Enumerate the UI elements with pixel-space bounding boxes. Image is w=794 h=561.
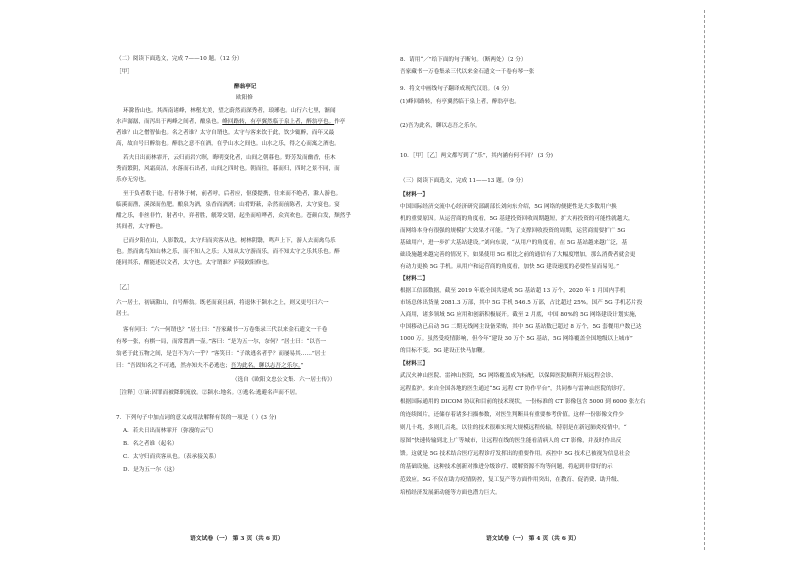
q9-item-2: (2)吾为此名，聊以志吾之乐尔。 xyxy=(400,123,481,129)
para1-line2: 水声潺潺，而泻出于两峰之间者，酿泉也。峰回路转，有亭翼然临于泉上者，醉翁亭也。作亭 xyxy=(116,119,346,125)
question-9: 9．将文中画线句子翻译成现代汉语。（4 分） xyxy=(400,86,513,92)
para3-line2: 临溪而渔，溪深而鱼肥。酿泉为酒，泉香而酒洌；山肴野蔌，杂然而前陈者，太守宴也。宴 xyxy=(116,202,340,208)
m3-line7: 馈。这就是 5G 技术结合医疗远程诊疗发挥出的重要作用。疾控中 5G 技术已被视为信息社会 xyxy=(400,451,631,457)
m1-line5: 础设施越来越完善的情况下，如果使用 5G 相比之前的通信有了大幅度增加，那么消费者就会更 xyxy=(400,252,636,258)
m3-line10: 培植经济发展新动能等方面也潜力巨大。 xyxy=(400,490,501,496)
part-a-label: ［甲］ xyxy=(116,69,133,75)
left-page-footer: 语文试卷（一） 第 3 页（共 6 页） xyxy=(190,536,284,542)
right-page xyxy=(388,0,698,561)
q7-option-d: D．是为五一尔（这） xyxy=(123,467,178,473)
section-3-heading: （三）阅读下面选文，完成 11——13 题。（9 分） xyxy=(400,178,527,184)
question-10: 10．［甲］［乙］两文都写到了“乐”，其内涵有何不同？ (3 分) xyxy=(400,153,553,159)
para5-line1: 六一居士，初谪滁山，自号醉翁。既老而衰且病，将退休于颍水之上，则又更号曰六一 xyxy=(116,300,329,306)
annotation-notes: ［注释］①谪:因罪而被降职流放。②颍水:地名。③逃名:逃避名声而不居。 xyxy=(116,390,301,396)
binding-margin-line xyxy=(704,10,705,550)
essay-author: 欧阳修 xyxy=(236,95,253,101)
m3-line6: 原图”快速传输到北上广等城市，让远程在线的医生能看清病人的 CT 影像，并及时作出反 xyxy=(400,438,622,444)
m2-line4: 中国移动已启动 5G 二期无线网主设备采购，其中 5G 基站数已超过 8 万个，5G 套餐用户数已达 xyxy=(400,324,642,330)
para1-line1: 环滁皆山也。其西南诸峰，林壑尤美，望之蔚然而深秀者，琅琊也。山行六七里，渐闻 xyxy=(123,108,336,114)
para1-line3: 者谁？山之僧智仙也。名之者谁？太守自谓也。太守与客来饮于此，饮少辄醉，而年又最 xyxy=(116,130,335,136)
essay-title: 醉翁亭记 xyxy=(234,84,257,90)
material-1-title: 【材料一】 xyxy=(400,192,428,198)
q7-option-a: A．若夫日出而林霏开（弥漫的云气） xyxy=(123,428,217,434)
para1-line4: 高，故自号曰醉翁也。醉翁之意不在酒，在乎山水之间也。山水之乐，得之心而寓之酒也。 xyxy=(116,141,340,147)
para4-line1: 已而夕阳在山，人影散乱，太守归而宾客从也。树林阴翳，鸣声上下，游人去而禽鸟乐 xyxy=(123,238,336,244)
underlined-sentence-1: 峰回路转，有亭翼然临于泉上者，醉翁亭也。 xyxy=(222,119,335,125)
para4-line2: 也。然而禽鸟知山林之乐，而不知人之乐；人知从太守游而乐，而不知太守之乐其乐也。醉 xyxy=(116,249,340,255)
m2-line6: 的目标不变。5G 建设正快马加鞭。 xyxy=(400,348,489,354)
para6-line3: 翁老于此五物之间，是岂不为六一乎？”客笑曰：“子欲逃名者乎？而屡易其……”居士 xyxy=(116,351,326,357)
m3-line8: 的基础设施，这种技术创新对推进分级诊疗、缓解资源不均等问题，将起到非常好的示 xyxy=(400,464,613,470)
m1-line2: 机的重要原因。从运营商的角度看，5G 基建投资回收周期越短，扩大再投资的可能性就越大， xyxy=(400,216,634,222)
underlined-sentence-2: 吾为此名，聊以志吾之乐尔。 xyxy=(230,363,301,369)
para6-line2: 有琴一张，有棋一局，而常置酒一壶。”客曰：“是为五一尔，奈何？”居士曰：“以吾一 xyxy=(116,339,327,345)
m3-line2: 远程监护。来自全国各地的医生通过“5G 远程 CT 协作平台”，共同参与雷神山医院的诊疗。 xyxy=(400,386,629,392)
para3-line4: 其间者，太守醉也。 xyxy=(116,224,167,230)
q9-item-1: (1)峰回路转，有亭翼然临于泉上者，醉翁亭也。 xyxy=(400,99,520,105)
para6-line4: 曰：“吾固知名之不可逃，然亦知夫不必逃也；吾为此名，聊以志吾之乐尔。” xyxy=(116,363,304,369)
para3-line1: 至于负者歌于途，行者休于树，前者呼，后者应，伛偻提携，往来而不绝者，滁人游也。 xyxy=(123,191,342,197)
para2-line1: 若夫日出而林霏开，云归而岩穴暝，晦明变化者，山间之朝暮也。野芳发而幽香，佳木 xyxy=(123,155,336,161)
para2-line3: 乐亦无穷也。 xyxy=(116,177,150,183)
para4-line3: 能同其乐，醒能述以文者，太守也。太守谓谁？庐陵欧阳修也。 xyxy=(116,260,273,266)
m2-line2: 市场总体出货量 2081.3 万部，其中 5G 手机 546.5 万部，占比超过 25%。国产 5G 手机芯片投 xyxy=(400,300,643,306)
m1-line1: 中国国际经济交流中心经济研究部副部长刘向东介绍，5G 网络的便捷性是大多数用户换 xyxy=(400,204,617,210)
question-7: 7．下列句子中加点词的意义或用法解释有误的一项是（ ）(3 分) xyxy=(116,415,277,421)
m1-line6: 有动力更换 5G 手机。从用户和运营商的角度看，加快 5G 建设速度的必要性显而易见。” xyxy=(400,264,620,270)
para5-line2: 居士。 xyxy=(116,311,133,317)
para3-line3: 酣之乐，非丝非竹，射者中，弈者胜，觥筹交错，起坐而喧哗者，众宾欢也。苍颜白发，颓然乎 xyxy=(116,213,351,219)
q7-option-b: B．名之者谁（起名） xyxy=(123,441,178,447)
material-2-title: 【材料二】 xyxy=(400,276,428,282)
m2-line3: 入商用，诸多领域 5G 应用和创新积极展开。截至 2 月底，中国 80%的 5G 网络建设计划实施， xyxy=(400,312,641,318)
question-8: 8．请用“／”给下面的句子断句。（断两处）（2 分） xyxy=(400,57,527,63)
source-citation: （选自《欧阳文忠公文集．六一居士传》） xyxy=(232,377,336,383)
m2-line1: 根据工信部数据，截至 2019 年底全国共建成 5G 基站超 13 万个，2020 年 1 月国内手机 xyxy=(400,288,626,294)
m3-line3: 根据国际通用的 DICOM 协议和目前的技术现状，一份标准的 CT 影像包含 5000 到 6000 张左右 xyxy=(400,399,646,405)
m3-line1: 武汉火神山医院、雷神山医院，5G 网络覆盖成为标配，以保障医院顺利开展远程会诊、 xyxy=(400,373,617,379)
m1-line3: 而网络本身有很强的规模扩大效果才可能。“为了支撑回收投资的周期，运营商需要扩广 5G xyxy=(400,228,626,234)
m2-line5: 1000 万。虽然受疫情影响，但今年“建设 30 万个 5G 基站，5G 网络覆盖全国地级以上城市” xyxy=(400,336,633,342)
para6-line1: 客有问曰：“六一何谓也？”居士曰：“吾家藏书一万卷集录三代以来金石遗文一千卷 xyxy=(123,327,328,333)
q7-option-c: C．太守归而宾客从也。（表承接关系） xyxy=(123,454,220,460)
m1-line4: 基础用户，进一步扩大基站建设。”刘向东说，“从用户的角度看，在 5G 基站越来越广泛，基 xyxy=(400,240,628,246)
m3-line9: 范效应。5G 不仅在助力疫情防控，复工复产等方面作用突出，在教育、促消费、助升级、 xyxy=(400,477,623,483)
m3-line5: 则几十兆，多则几百兆，以往的技术很难实现大规模远程传输，特别是在新冠肺炎疫情中。“ xyxy=(400,425,627,431)
material-3-title: 【材料三】 xyxy=(400,361,428,367)
m3-line4: 的连续图片，还储存着诸多扫描参数，对医生判断具有重要参考价值。这样一份影像文件少 xyxy=(400,412,624,418)
q8-sentence: 吾家藏书一万卷集录三代以来金石遗文一千卷有琴一张 xyxy=(400,69,535,75)
section-heading: （二）阅读下面选文，完成 7——10 题。（12 分） xyxy=(116,56,243,62)
part-b-label: ［乙］ xyxy=(116,285,133,291)
left-page xyxy=(0,0,378,561)
right-page-footer: 语文试卷（一） 第 4 页（共 6 页） xyxy=(486,536,580,542)
para2-line2: 秀而繁阴，风霜高洁，水落而石出者，山间之四时也。朝而往，暮而归，四时之景不同，而 xyxy=(116,166,340,172)
